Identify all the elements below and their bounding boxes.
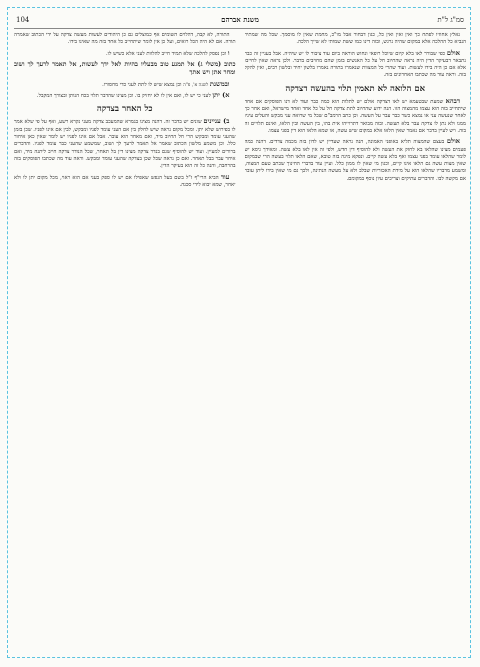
left-s5-text: הביא הרי"ף ז"ל בשם בעל הנפש שאפילו אם יש לו ספק בעני אם הוא ראוי, מכל מקום יתן לו ולא יאחר, שמא יבוא לידי סכנה. — [14, 174, 236, 188]
right-column — [245, 32, 467, 656]
left-s2-text: וכן נמצא שיש לו לתת לעני כדי מחסורו. — [102, 81, 182, 88]
book-page — [14, 12, 466, 656]
left-section-5 — [14, 174, 236, 190]
right-s3-text: בעצם שהמצוה תליא באופני האמונה, הנה נראה שעדיין יש לדון בזה מכמה צדדים. דהנה כמה פעמים מצינו שהלאו בא לחזק את העשה ולא להוסיף דין חדש, ולפי זה אין לאו בלא עשה. ומאידך גיסא יש לומר שהלאו עומד בפני עצמו ואף בלא עשה קיים. ונפקא מינה בזה טובא, שאם הלאו תלוי בעשה הרי שבמקום שאין מצות עשה גם הלאו אינו קיים, וכגון מי שאין לו ממון כלל. ועיין עוד בדברי החינוך שכתב טעם המצוה, ומשמע מדבריו שהלאו הוא על מידת האכזריות שבלב ולא על מעשה הנתינה, ולכך גם מי שאין בידו ליתן עובר אם מקשה לבו. והדברים עתיקים וצריכים עיון נוסף במקומם. — [244, 139, 466, 182]
right-intro: נאלץ אחוזיו לפתח כך ואין ואין ואין כל, כגון דבחור אבל מו"כ, מחמת שאין לו מוסמך. שכל מה שמתיר הנביא כל ההלכה אלא במקום שהיה נרגש, ובזה דינו כמו ששת שמותי לא שייך הלכה. — [244, 32, 466, 46]
left-section-3 — [14, 92, 236, 100]
left-intro: התורה, לא קבה, דהלוים השומים אף כמוצלים גם כן היהודים לעשות מעשה צדקה על ידי הכתוב שאמרה תורה. אם לא היה הכל רואים, ועל כן אין לומר שיתחייב כל אחד בזה מה שאינו בידו. — [14, 32, 236, 46]
left-column — [14, 32, 236, 656]
right-section-3 — [245, 138, 467, 183]
right-s1-lead: אולם — [446, 48, 460, 57]
left-s4-text: שונים יש בדבר זה. דהנה מצינו בגמרא שהמעכב צדקה מעני נקרא רשע, ואף על פי שלא אמר לו בפירוש שלא יתן. ומכל מקום נראה שיש לחלק בין אם העני עומד לפניו ומבקש, לבין אם אינו לפניו. שכן בזמן שהעני עומד ומבקש הרי חל החיוב מיד, ואם מאחר הוא עובר. אבל אם אינו לפניו יש לומר שאין כאן איחור כלל. וכן משמע מלשון הכתוב שאמר אל תאמר לרעך לך ושוב, שמשמע שהעני כבר עומד לפניו. והדברים ברורים למעיין. ועוד יש להוסיף שגם בנדר צדקה מצינו דין בל תאחר, שכל הנודר צדקה חייב ליתנה מיד, ואם איחר עבר בבל תאחר. ואם כן נראה שכל שכן בצדקה שהעני עומד ומבקש. וראה עוד מה שכתבו הפוסקים בזה בהרחבה, והנה כל זה הוא בעיקר הדין. — [14, 119, 236, 170]
right-s2-text: שמעת שבטעמא יש לאו דצדקה אולם יש לתלות הוא כמה כבר ועוד לא דנו הפוסקים אם אחד שיתחייב בזה הוא עצמו מהמצוה הזו. הנה ידוע שהחיוב לתת צדקה חל על כל אחד ואחד מישראל, ואם אחר כך לאחר שנעשה עני או נמצא כשר כבר עבר על העשה. וכן כתב הרמב"ם שכל מי שרואה עני מבקש והעלים עיניו ממנו ולא נתן לו צדקה עבר בלא תעשה. ובזה מבואר דתרוייהו אית בהו, בין העשה ובין הלאו, ואינם תלויים זה בזה. ויש לעיין בדבר אם נאמר שאין הלאו אלא במקום שיש עשה, או שמא הלאו הוא דין בפני עצמו. — [244, 98, 466, 134]
left-section-2 — [14, 81, 236, 89]
left-s3-lead: א) יתן — [212, 91, 230, 100]
left-section-4 — [14, 118, 236, 170]
page-header — [14, 12, 466, 29]
left-s2-ref: לשנה א', פ"ה — [183, 82, 209, 88]
left-bold-quote: כתוב (משלי ג) אל תמנע טוב מבעליו בהיות לאל ידך לעשות, אל תאמר לרעך לך ושוב ומחר אתן ויש אתך — [14, 60, 236, 76]
left-s1-text: וכן נפסק להלכה שלא תמיד חייב להלוות לעני אלא כשיש לו. — [106, 50, 227, 57]
right-s3-lead: אולם — [446, 137, 460, 146]
left-section-1 — [14, 50, 236, 58]
text-columns — [14, 32, 466, 656]
left-s4-lead: ב) עניינים — [203, 117, 230, 126]
left-s1-lead: ו — [227, 48, 230, 57]
right-section-1 — [245, 50, 467, 80]
page-number: 104 — [16, 16, 30, 24]
left-s5-lead: עוד — [220, 172, 230, 181]
right-section-2 — [245, 98, 467, 135]
left-section-title: כל האחר בצדקה — [96, 104, 153, 115]
left-s3-text: לעני כי יש לו, ואם אין לו לא יחזיק בו. וכן מצינו שהדבר תלוי בכח הנותן ובצורך המקבל. — [36, 93, 211, 100]
right-s1-text: כפי שבורר לאו בלא קיום שיוכל רופאי ונחוש הוראה ביום עוד ציבור לו יש שיהיה. אבל בעניין זה כבר נתבאר דבעיקר הדין היה נראה שהחיוב חל על כל האנשים בזמן שהם מחויבים בדבר. ולכן נראה שאין לחייבו אלא אם כן היה בידו לעשות. ועוד שהרי כל המצוות שנאמרו בתורה נאמרו בלשון יחיד ובלשון רבים, ואין להקל בזה. וראה עוד מה שכתבו האחרונים בזה. — [244, 50, 466, 79]
left-s2-lead: ובמשנת — [209, 79, 230, 88]
right-s2-lead: דבהא — [445, 96, 460, 105]
running-head: סמ"ג ל"ת — [437, 16, 464, 24]
book-title: משנת אברהם — [221, 15, 259, 24]
right-section-title: אם הלואה לא תאמין תלוי בהעשה דצדקה — [285, 83, 426, 94]
